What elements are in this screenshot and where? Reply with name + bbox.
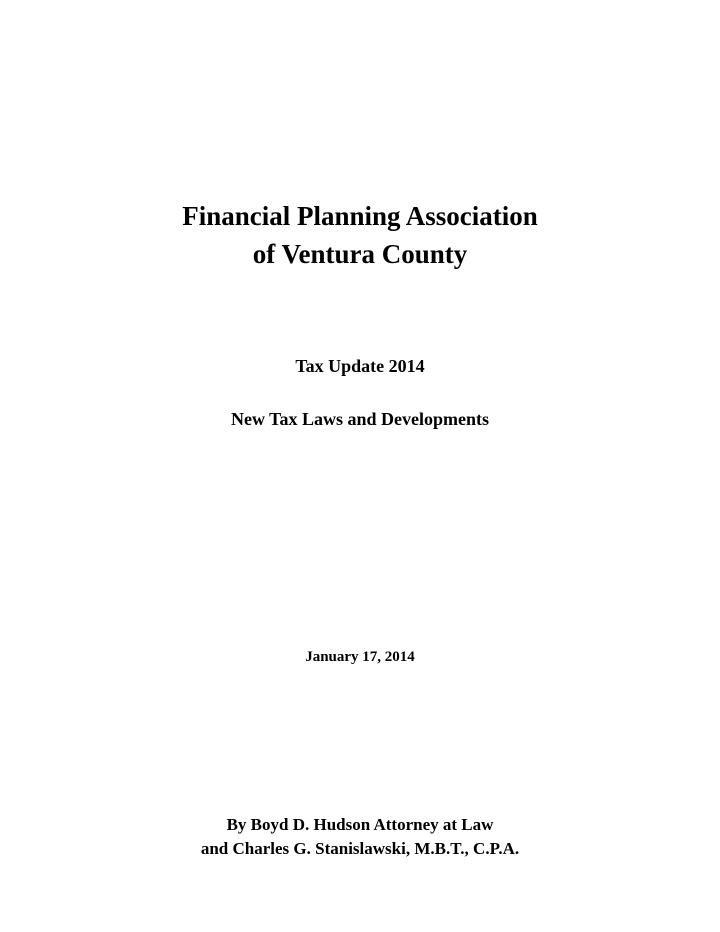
document-title: Tax Update 2014 (295, 356, 425, 376)
author-line-2: and Charles G. Stanislawski, M.B.T., C.P.A. (200, 839, 520, 858)
document-date: January 17, 2014 (305, 649, 415, 665)
document-subtitle: New Tax Laws and Developments (230, 409, 490, 429)
organization-name-line-2: of Ventura County (252, 239, 468, 269)
author-line-1: By Boyd D. Hudson Attorney at Law (226, 815, 494, 834)
organization-name-line-1: Financial Planning Association (182, 201, 538, 231)
